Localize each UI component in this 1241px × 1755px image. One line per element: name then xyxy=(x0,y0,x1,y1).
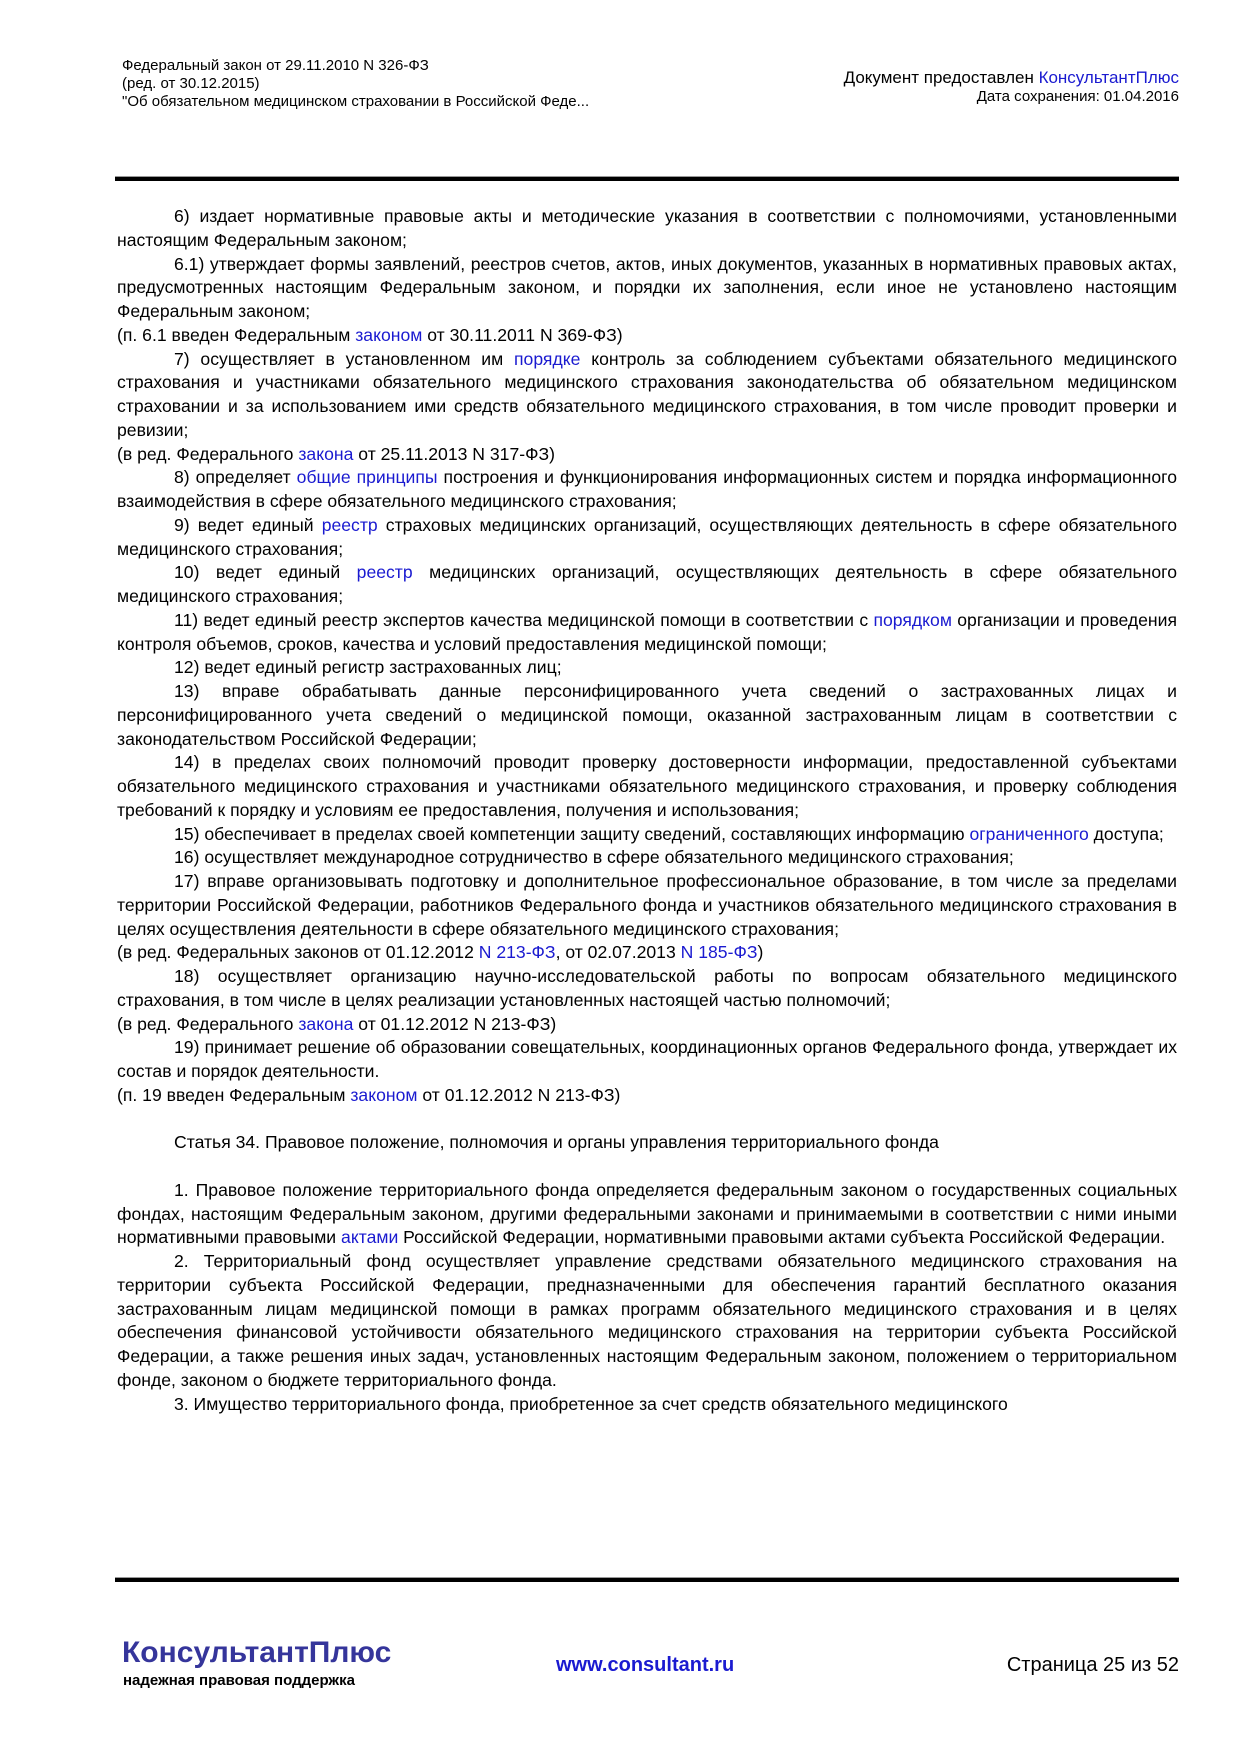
paragraph-text: страховых медицинских организаций, осуществляющих деятельность в сфере обязательного медицинского страхования; xyxy=(117,514,1177,559)
paragraph xyxy=(117,348,1177,443)
paragraph-text: (в ред. Федерального xyxy=(117,443,299,464)
paragraph xyxy=(117,253,1177,324)
paragraph-text: ) xyxy=(757,942,764,963)
paragraph xyxy=(117,965,1177,1013)
paragraph xyxy=(117,1036,1177,1084)
paragraph xyxy=(117,870,1177,941)
paragraph-text: (в ред. Федеральных законов от 01.12.2012 xyxy=(117,942,479,963)
paragraph xyxy=(117,514,1177,562)
paragraph-text: 1. Правовое положение территориального фонда определяется федеральным законом о государственных социальных фондах, настоящим Федеральным законом, другими федеральными законами и принимаемыми в соответствии с ними иными нормативными правовыми xyxy=(117,1179,1177,1248)
paragraph-text: Российской Федерации, нормативными правовыми актами субъекта Российской Федерации. xyxy=(398,1227,1166,1248)
paragraph-spacer xyxy=(117,1155,1177,1179)
paragraph xyxy=(117,1250,1177,1393)
paragraph-text: медицинских организаций, осуществляющих деятельность в сфере обязательного медицинского страхования; xyxy=(117,562,1177,606)
document-provider-info xyxy=(844,68,1179,106)
law-reference-link[interactable]: реестр xyxy=(356,562,413,583)
paragraph-text: 19) принимает решение об образовании совещательных, координационных органов Федерального фонда, утверждает их состав и порядок деятельности. xyxy=(117,1037,1177,1081)
paragraph xyxy=(117,609,1177,657)
law-title: Федеральный закон от 29.11.2010 N 326-ФЗ xyxy=(122,57,429,74)
amendment-note xyxy=(117,941,1177,965)
paragraph-text: 6) издает нормативные правовые акты и методические указания в соответствии с полномочиями, установленными настоящим Федеральным законом; xyxy=(117,206,1177,250)
paragraph-text: Статья 34. Правовое положение, полномочия и органы управления территориального фонда xyxy=(174,1132,939,1153)
paragraph xyxy=(117,823,1177,847)
law-revision: (ред. от 30.12.2015) xyxy=(122,75,260,92)
law-reference-link[interactable]: закона xyxy=(298,1013,354,1034)
paragraph xyxy=(117,656,1177,680)
paragraph-text: 9) ведет единый xyxy=(174,514,322,535)
paragraph-text: 14) в пределах своих полномочий проводит проверку достоверности информации, предоставленной субъектами обязательного медицинского страхования и участниками обязательного медицинского страхования, и проверку соблюдения требований к порядку и условиям ее предоставления, получения и использования; xyxy=(117,752,1177,820)
website-link[interactable]: www.consultant.ru xyxy=(556,1654,735,1676)
paragraph-text: от 30.11.2011 N 369-ФЗ) xyxy=(422,324,623,345)
document-header-title xyxy=(122,57,589,111)
paragraph-text: 13) вправе обрабатывать данные персонифицированного учета сведений о застрахованных лицах и персонифицированного учета сведений о медицинской помощи, оказанной застрахованным лицам в соответствии с законодательством Российской Федерации; xyxy=(117,681,1177,749)
paragraph xyxy=(117,1179,1177,1250)
provided-by-label: Документ предоставлен xyxy=(843,68,1039,87)
logo-tagline: надежная правовая поддержка xyxy=(123,1672,355,1689)
paragraph xyxy=(117,846,1177,870)
law-reference-link[interactable]: актами xyxy=(341,1227,399,1248)
paragraph xyxy=(117,680,1177,751)
paragraph-text: построения и функционирования информационных систем и порядка информационного взаимодействия в сфере обязательного медицинского страхования; xyxy=(117,467,1177,511)
paragraph-text: 3. Имущество территориального фонда, приобретенное за счет средств обязательного медицинского xyxy=(174,1393,1008,1414)
paragraph xyxy=(117,561,1177,609)
paragraph-text: 12) ведет единый регистр застрахованных лиц; xyxy=(174,657,562,678)
paragraph-text: 16) осуществляет международное сотрудничество в сфере обязательного медицинского страхования; xyxy=(174,847,1014,868)
article-heading xyxy=(117,1131,1177,1155)
consultant-logo: КонсультантПлюс xyxy=(122,1636,392,1669)
paragraph-text: 15) обеспечивает в пределах своей компетенции защиту сведений, составляющих информацию xyxy=(174,823,970,844)
law-reference-link[interactable]: общие принципы xyxy=(296,467,438,488)
paragraph-text: 6.1) утверждает формы заявлений, реестров счетов, актов, иных документов, указанных в нормативных правовых актах, предусмотренных настоящим Федеральным законом, и порядки их заполнения, если иное не установлено настоящим Федеральным законом; xyxy=(117,253,1177,321)
paragraph-text: от 25.11.2013 N 317-ФЗ) xyxy=(353,443,555,464)
law-reference-link[interactable]: N 185-ФЗ xyxy=(680,942,758,963)
law-reference-link[interactable]: реестр xyxy=(321,514,378,535)
amendment-note xyxy=(117,443,1177,467)
paragraph-text: 11) ведет единый реестр экспертов качества медицинской помощи в соответствии с xyxy=(174,609,874,630)
amendment-note xyxy=(117,1084,1177,1108)
paragraph xyxy=(117,751,1177,822)
law-reference-link[interactable]: законом xyxy=(355,324,423,345)
law-reference-link[interactable]: законом xyxy=(350,1084,418,1105)
paragraph-text: (п. 19 введен Федеральным xyxy=(117,1084,351,1105)
paragraph-text: контроль за соблюдением субъектами обязательного медицинского страхования и участниками обязательного медицинского страхования законодательства об обязательном медицинском страховании и за использованием ими средств обязательного медицинского страхования, в том числе проводит проверки и ревизии; xyxy=(117,348,1178,440)
paragraph-text: 17) вправе организовывать подготовку и дополнительное профессиональное образование, в том числе за пределами территории Российской Федерации, работников Федерального фонда и участников обязательного медицинского страхования в целях осуществления деятельности в сфере обязательного медицинского страхования; xyxy=(117,871,1177,939)
paragraph-text: организации и проведения контроля объемов, сроков, качества и условий предоставления медицинской помощи; xyxy=(117,609,1177,654)
paragraph-spacer xyxy=(117,1108,1177,1132)
law-reference-link[interactable]: N 213-ФЗ xyxy=(478,942,556,963)
paragraph-text: (п. 6.1 введен Федеральным xyxy=(117,324,356,345)
page-number: Страница 25 из 52 xyxy=(1006,1654,1179,1676)
document-body xyxy=(117,205,1177,1416)
paragraph-text: доступа; xyxy=(1088,823,1164,844)
paragraph-text: от 01.12.2012 N 213-ФЗ) xyxy=(417,1084,621,1105)
law-name: "Об обязательном медицинском страховании в Российской Феде... xyxy=(122,93,590,110)
provider-brand-link[interactable]: КонсультантПлюс xyxy=(1038,68,1179,87)
footer-divider xyxy=(115,1577,1179,1582)
law-reference-link[interactable]: порядком xyxy=(873,609,952,630)
header-divider xyxy=(115,176,1179,181)
paragraph-text: 2. Территориальный фонд осуществляет управление средствами обязательного медицинского страхования на территории субъекта Российской Федерации, предназначенными для обеспечения гарантий бесплатного оказания застрахованным лицам медицинской помощи в рамках программ обязательного медицинского страхования и в целях обеспечения финансовой устойчивости обязательного медицинского страхования на территории субъекта Российской Федерации, а также решения иных задач, установленных настоящим Федеральным законом, положением о территориальном фонде, законом о бюджете территориального фонда. xyxy=(117,1251,1177,1390)
paragraph-text: 10) ведет единый xyxy=(174,562,357,583)
paragraph-text: от 01.12.2012 N 213-ФЗ) xyxy=(353,1013,557,1034)
paragraph-text: , от 02.07.2013 xyxy=(555,942,681,963)
paragraph-text: (в ред. Федерального xyxy=(117,1013,299,1034)
paragraph-text: 18) осуществляет организацию научно-исследовательской работы по вопросам обязательного медицинского страхования, в том числе в целях реализации установленных настоящей частью полномочий; xyxy=(117,966,1177,1010)
amendment-note xyxy=(117,1013,1177,1037)
law-reference-link[interactable]: порядке xyxy=(514,348,581,369)
paragraph-text: 7) осуществляет в установленном им xyxy=(174,348,515,369)
law-reference-link[interactable]: ограниченного xyxy=(969,823,1089,844)
saved-date: Дата сохранения: 01.04.2016 xyxy=(976,88,1179,105)
law-reference-link[interactable]: закона xyxy=(298,443,354,464)
paragraph xyxy=(117,466,1177,514)
amendment-note xyxy=(117,324,1177,348)
paragraph xyxy=(117,1393,1177,1417)
paragraph-text: 8) определяет xyxy=(174,467,297,488)
paragraph xyxy=(117,205,1177,253)
